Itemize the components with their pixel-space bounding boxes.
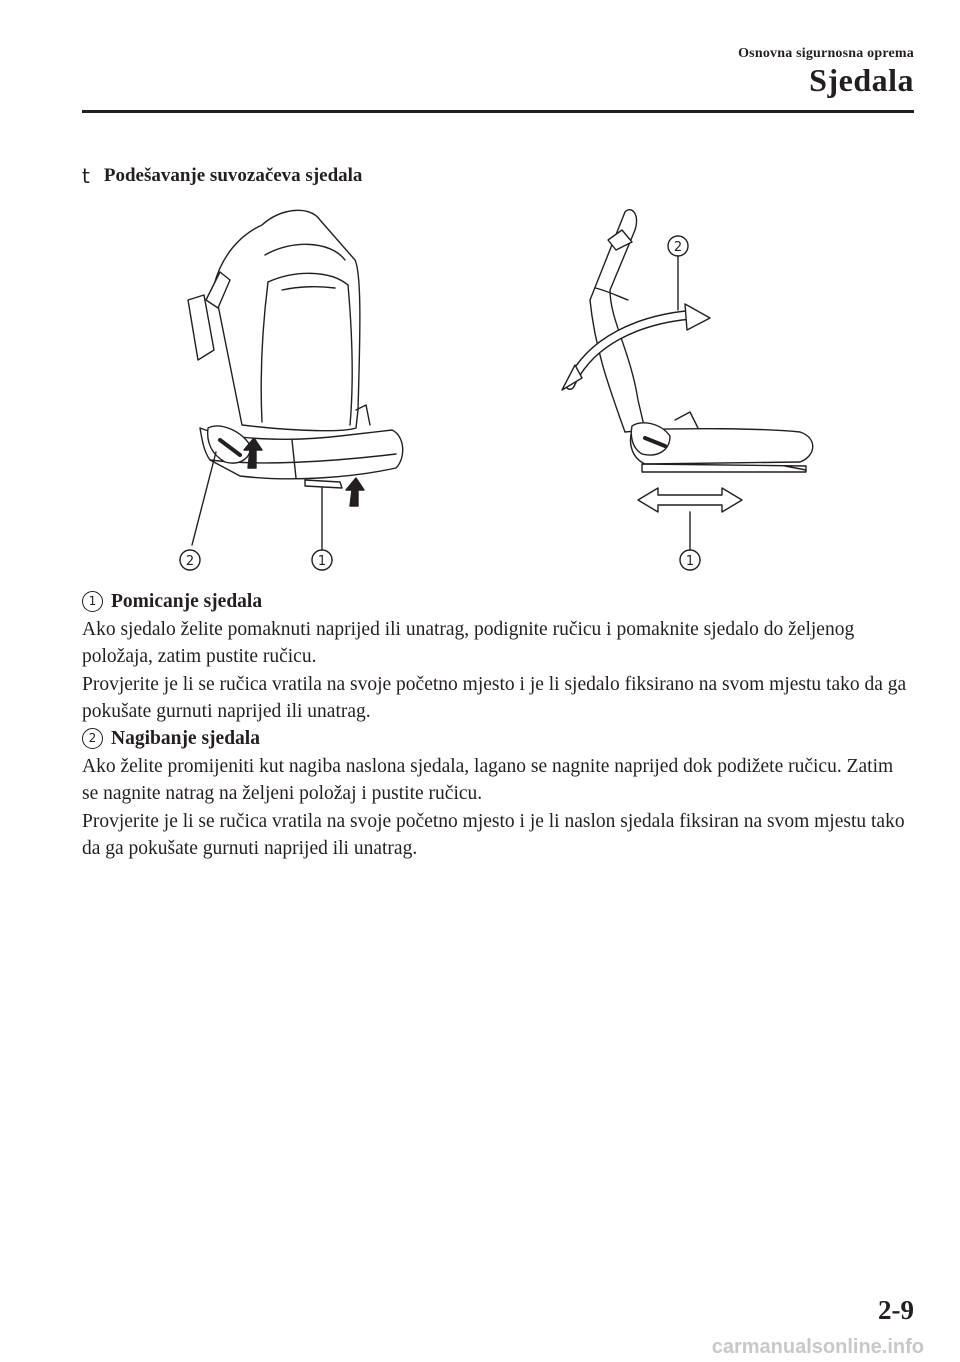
callout-number-1: 1	[82, 591, 103, 612]
seat-adjustment-figure	[170, 200, 840, 585]
page-title: Sjedala	[809, 62, 914, 98]
front-seat-illustration	[180, 210, 403, 570]
watermark: carmanualsonline.info	[711, 1336, 924, 1358]
svg-text:2: 2	[185, 554, 195, 569]
page-number: 2-9	[878, 1295, 914, 1325]
item-2	[82, 725, 914, 863]
svg-text:1: 1	[317, 554, 327, 569]
item-1-heading	[82, 588, 914, 616]
svg-text:1: 1	[685, 554, 695, 569]
section-marker: t	[82, 164, 90, 188]
section-heading	[82, 164, 362, 188]
side-seat-illustration	[562, 210, 813, 570]
item-2-paragraph-1: Ako želite promijeniti kut nagiba naslona sjedala, lagano se nagnite naprijed dok podižete ručicu. Zatim se nagnite natrag na željeni položaj i pustite ručicu.	[82, 755, 894, 804]
svg-text:2: 2	[673, 240, 683, 255]
item-1-title: Pomicanje sjedala	[111, 591, 263, 612]
section-heading-text: Podešavanje suvozačeva sjedala	[103, 165, 363, 186]
header-rule	[82, 110, 914, 113]
item-1-paragraph-1: Ako sjedalo želite pomaknuti naprijed ili unatrag, podignite ručicu i pomaknite sjedalo do željenog položaja, zatim pustite ručicu.	[82, 618, 855, 667]
item-2-heading	[82, 725, 914, 753]
item-2-paragraph-2: Provjerite je li se ručica vratila na svoje početno mjesto i je li naslon sjedala fiksiran na svom mjestu tako da ga pokušate gurnuti naprijed ili unatrag.	[82, 810, 905, 859]
item-1-paragraph-2: Provjerite je li se ručica vratila na svoje početno mjesto i je li sjedalo fiksirano na svom mjestu tako da ga pokušate gurnuti naprijed ili unatrag.	[82, 673, 907, 722]
item-2-title: Nagibanje sjedala	[111, 728, 260, 749]
item-1	[82, 588, 914, 726]
header-subtitle: Osnovna sigurnosna oprema	[738, 46, 914, 61]
callout-number-2: 2	[82, 728, 103, 749]
